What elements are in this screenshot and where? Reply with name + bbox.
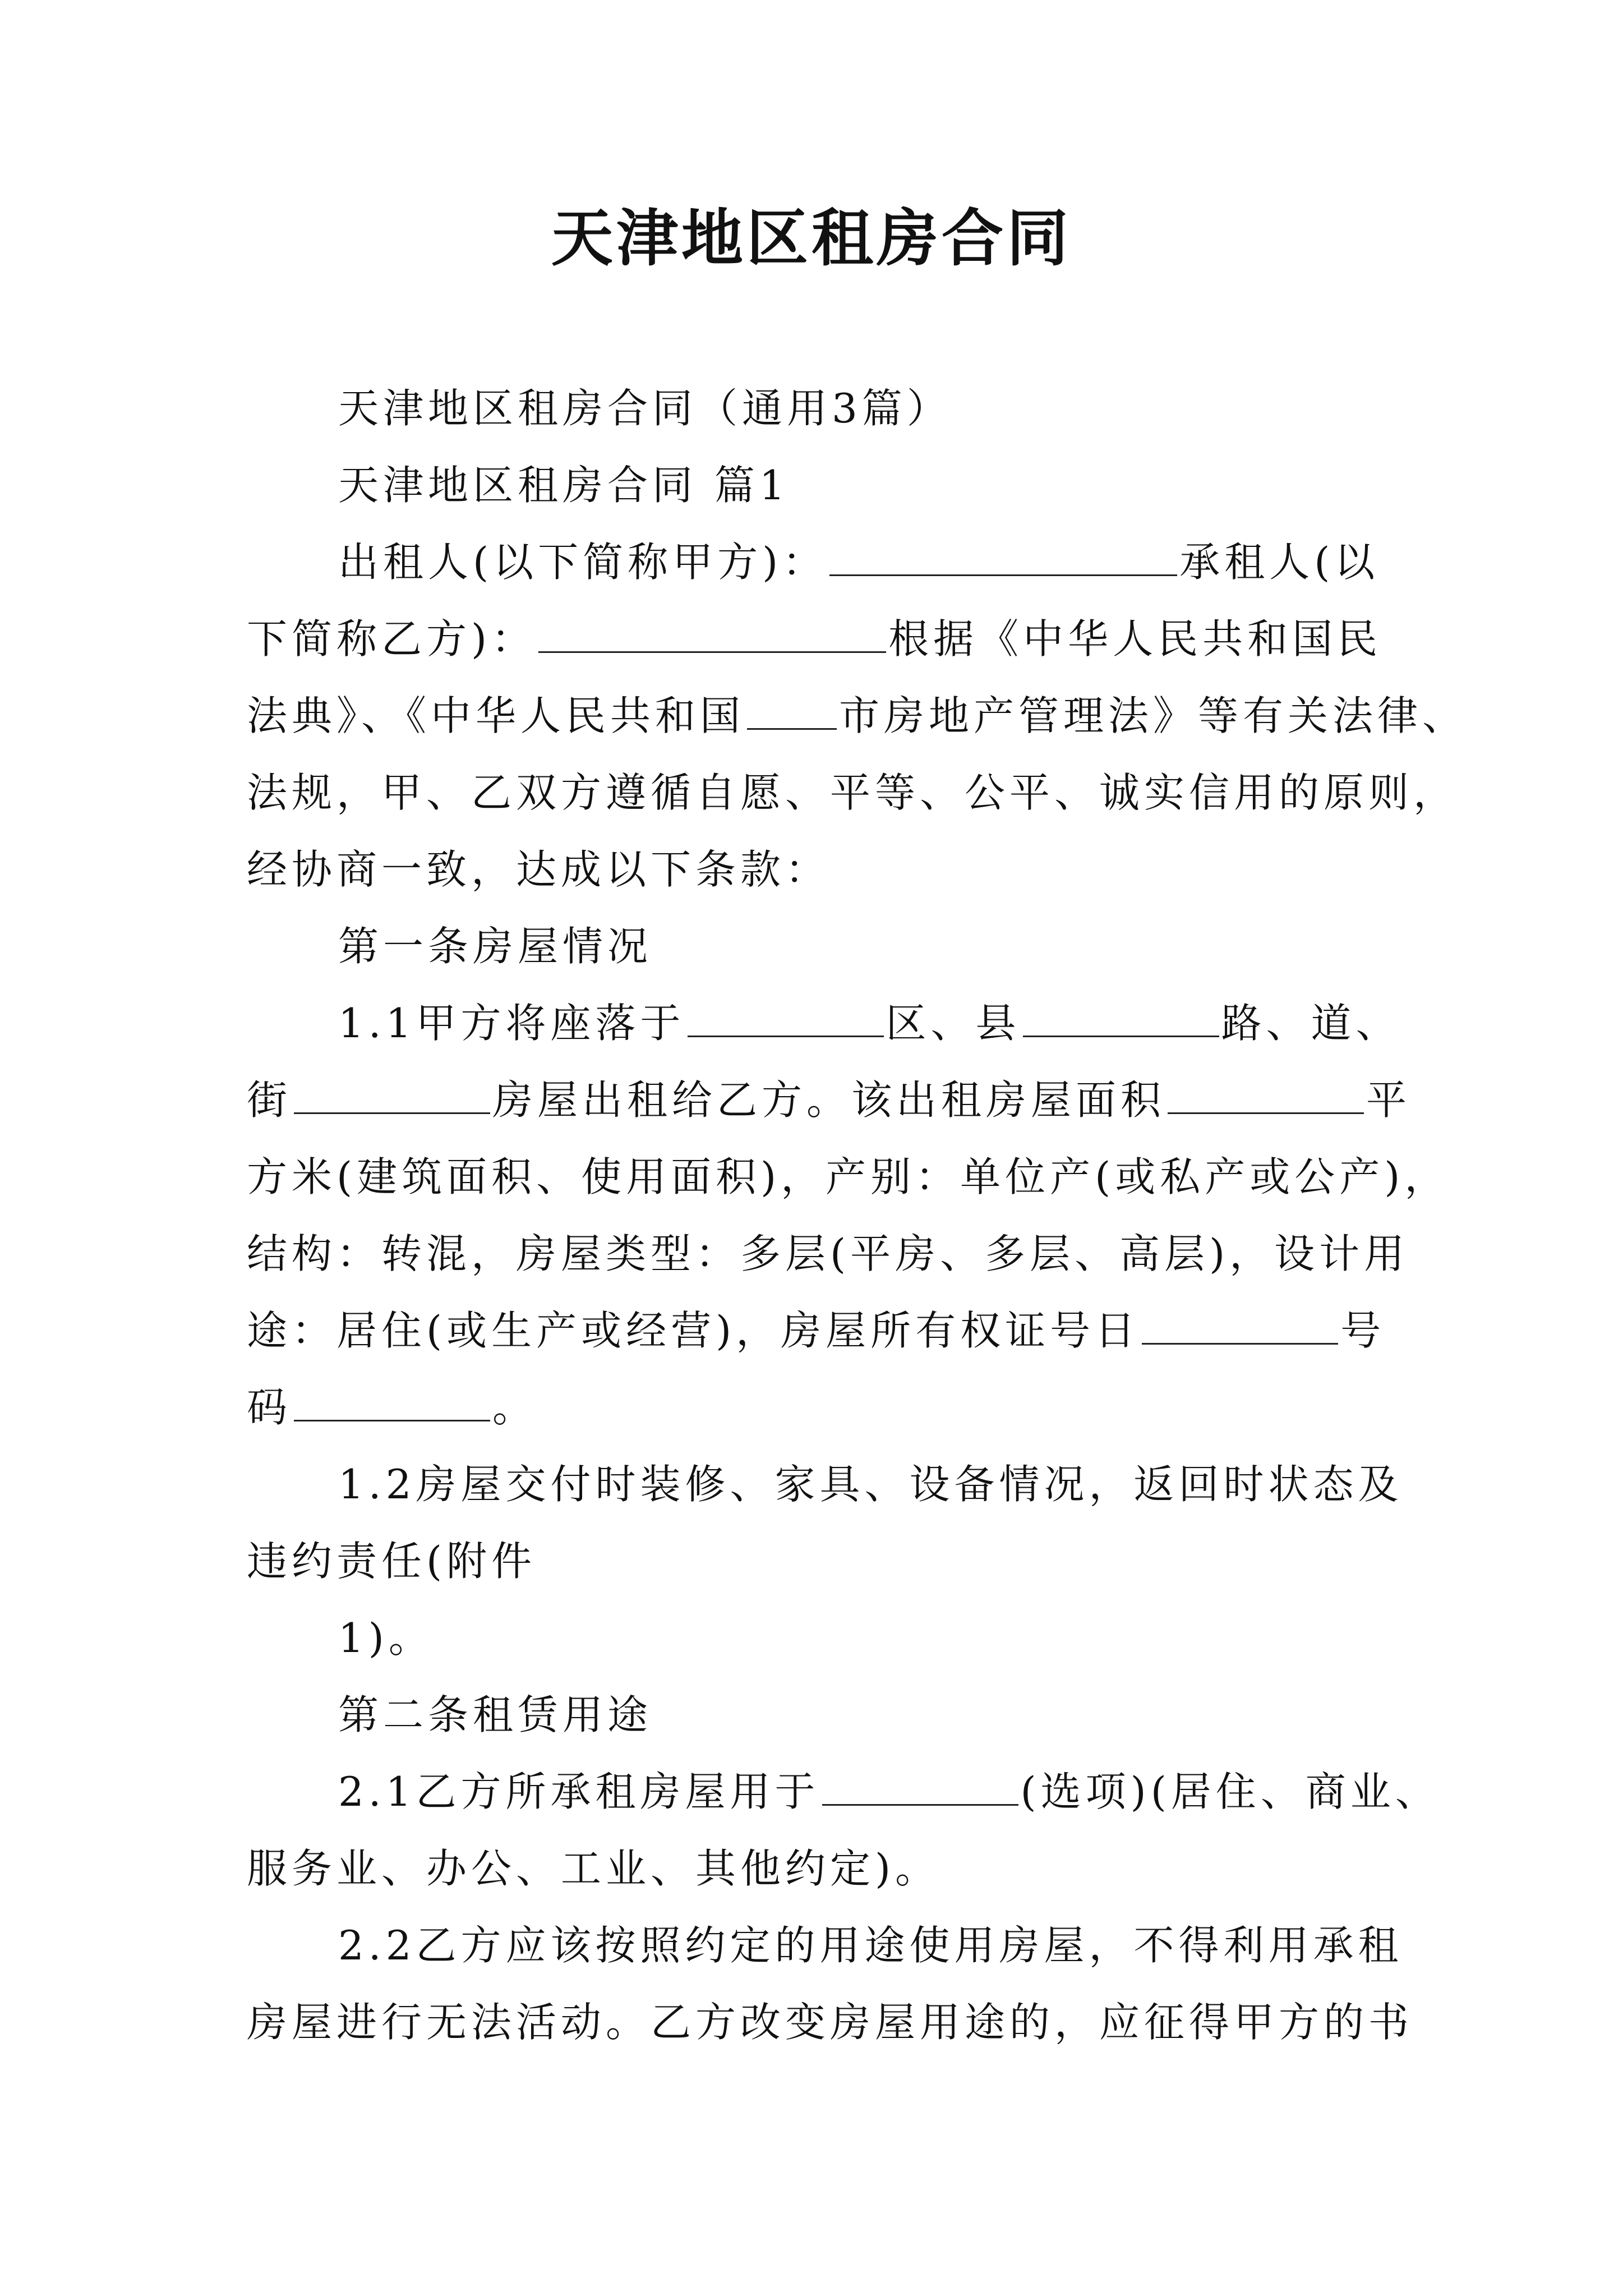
preamble-text: 法规，甲、乙双方遵循自愿、平等、公平、诚实信用的原则， xyxy=(247,769,1459,816)
clause-1-2-line-2 xyxy=(247,1523,1396,1600)
lessee-label-end: 下简称乙方)： xyxy=(247,615,537,662)
clause-1-2-line-3 xyxy=(247,1600,1396,1677)
preamble-text: 经协商一致，达成以下条款： xyxy=(247,846,831,893)
clause-2-1-line-1 xyxy=(247,1754,1440,1830)
article-2-heading-line xyxy=(247,1677,1396,1754)
clause-1-2-line-1 xyxy=(247,1446,1403,1523)
clause-text: 结构：转混，房屋类型：多层(平房、多层、高层)，设计用 xyxy=(247,1230,1409,1277)
clause-2-2-line-2 xyxy=(247,1984,1414,2061)
part-heading: 天津地区租房合同 篇1 xyxy=(338,462,790,509)
clause-text: 1.1甲方将座落于 xyxy=(338,1000,685,1047)
clause-1-1-line-5 xyxy=(247,1292,1396,1369)
lessor-label: 出租人(以下简称甲方)： xyxy=(338,539,828,586)
clause-text: 街 xyxy=(247,1076,292,1124)
clause-1-1-line-4 xyxy=(247,1216,1409,1292)
clause-1-1-line-1 xyxy=(247,985,1401,1062)
clause-text: 1.2房屋交付时装修、家具、设备情况，返回时状态及 xyxy=(338,1461,1403,1508)
clause-2-1-line-2 xyxy=(247,1830,1396,1907)
clause-text: 违约责任(附件 xyxy=(247,1538,537,1585)
clause-text: 房屋进行无法活动。乙方改变房屋用途的，应征得甲方的书 xyxy=(247,1999,1414,2046)
article-1-heading: 第一条房屋情况 xyxy=(338,923,653,970)
clause-text: 号 xyxy=(1340,1307,1386,1354)
clause-text: (选项)(居住、商业、 xyxy=(1020,1768,1440,1815)
lessee-name-blank xyxy=(538,616,886,653)
part-heading-line xyxy=(247,447,1396,524)
clause-text: 路、道、 xyxy=(1221,1000,1401,1047)
street-blank xyxy=(294,1078,490,1114)
clause-text: 。 xyxy=(492,1384,538,1431)
preamble-line-1 xyxy=(247,524,1396,601)
preamble-text: 法典》、《中华人民共和国 xyxy=(247,692,745,739)
clause-2-2-line-1 xyxy=(247,1907,1403,1984)
clause-text: 2.1乙方所承租房屋用于 xyxy=(338,1768,820,1815)
article-2-heading: 第二条租赁用途 xyxy=(338,1691,653,1738)
subtitle-line xyxy=(247,370,1396,447)
page-title: 天津地区租房合同 xyxy=(551,202,1072,274)
article-1-heading-line xyxy=(247,908,1396,985)
clause-1-1-line-6 xyxy=(247,1369,1396,1446)
city-blank xyxy=(747,693,837,730)
preamble-text: 根据《中华人民共和国民 xyxy=(888,615,1382,662)
clause-text: 区、县 xyxy=(886,1000,1021,1047)
lessee-label-start: 承租人(以 xyxy=(1179,539,1380,586)
road-blank xyxy=(1023,1001,1219,1037)
clause-text: 方米(建筑面积、使用面积)，产别：单位产(或私产或公产)， xyxy=(247,1153,1450,1200)
clause-1-1-line-2 xyxy=(247,1062,1412,1139)
usage-blank xyxy=(822,1769,1018,1806)
clause-text: 1)。 xyxy=(338,1614,434,1662)
preamble-text: 市房地产管理法》等有关法律、 xyxy=(839,692,1468,739)
clause-text: 平 xyxy=(1366,1076,1412,1124)
clause-text: 2.2乙方应该按照约定的用途使用房屋，不得利用承租 xyxy=(338,1922,1403,1969)
area-blank xyxy=(1168,1078,1364,1114)
preamble-line-5 xyxy=(247,831,1396,908)
lessor-name-blank xyxy=(829,540,1177,576)
number-blank xyxy=(294,1385,490,1421)
preamble-line-2 xyxy=(247,601,1396,678)
certificate-blank xyxy=(1142,1308,1338,1345)
clause-1-1-line-3 xyxy=(247,1139,1450,1216)
clause-text: 途：居住(或生产或经营)，房屋所有权证号日 xyxy=(247,1307,1140,1354)
preamble-line-4 xyxy=(247,754,1459,831)
clause-text: 服务业、办公、工业、其他约定)。 xyxy=(247,1845,940,1892)
district-blank xyxy=(688,1001,884,1037)
clause-text: 码 xyxy=(247,1384,292,1431)
preamble-line-3 xyxy=(247,678,1468,754)
clause-text: 房屋出租给乙方。该出租房屋面积 xyxy=(492,1076,1166,1124)
contract-body xyxy=(247,370,1468,2061)
subtitle: 天津地区租房合同（通用3篇） xyxy=(338,385,952,432)
